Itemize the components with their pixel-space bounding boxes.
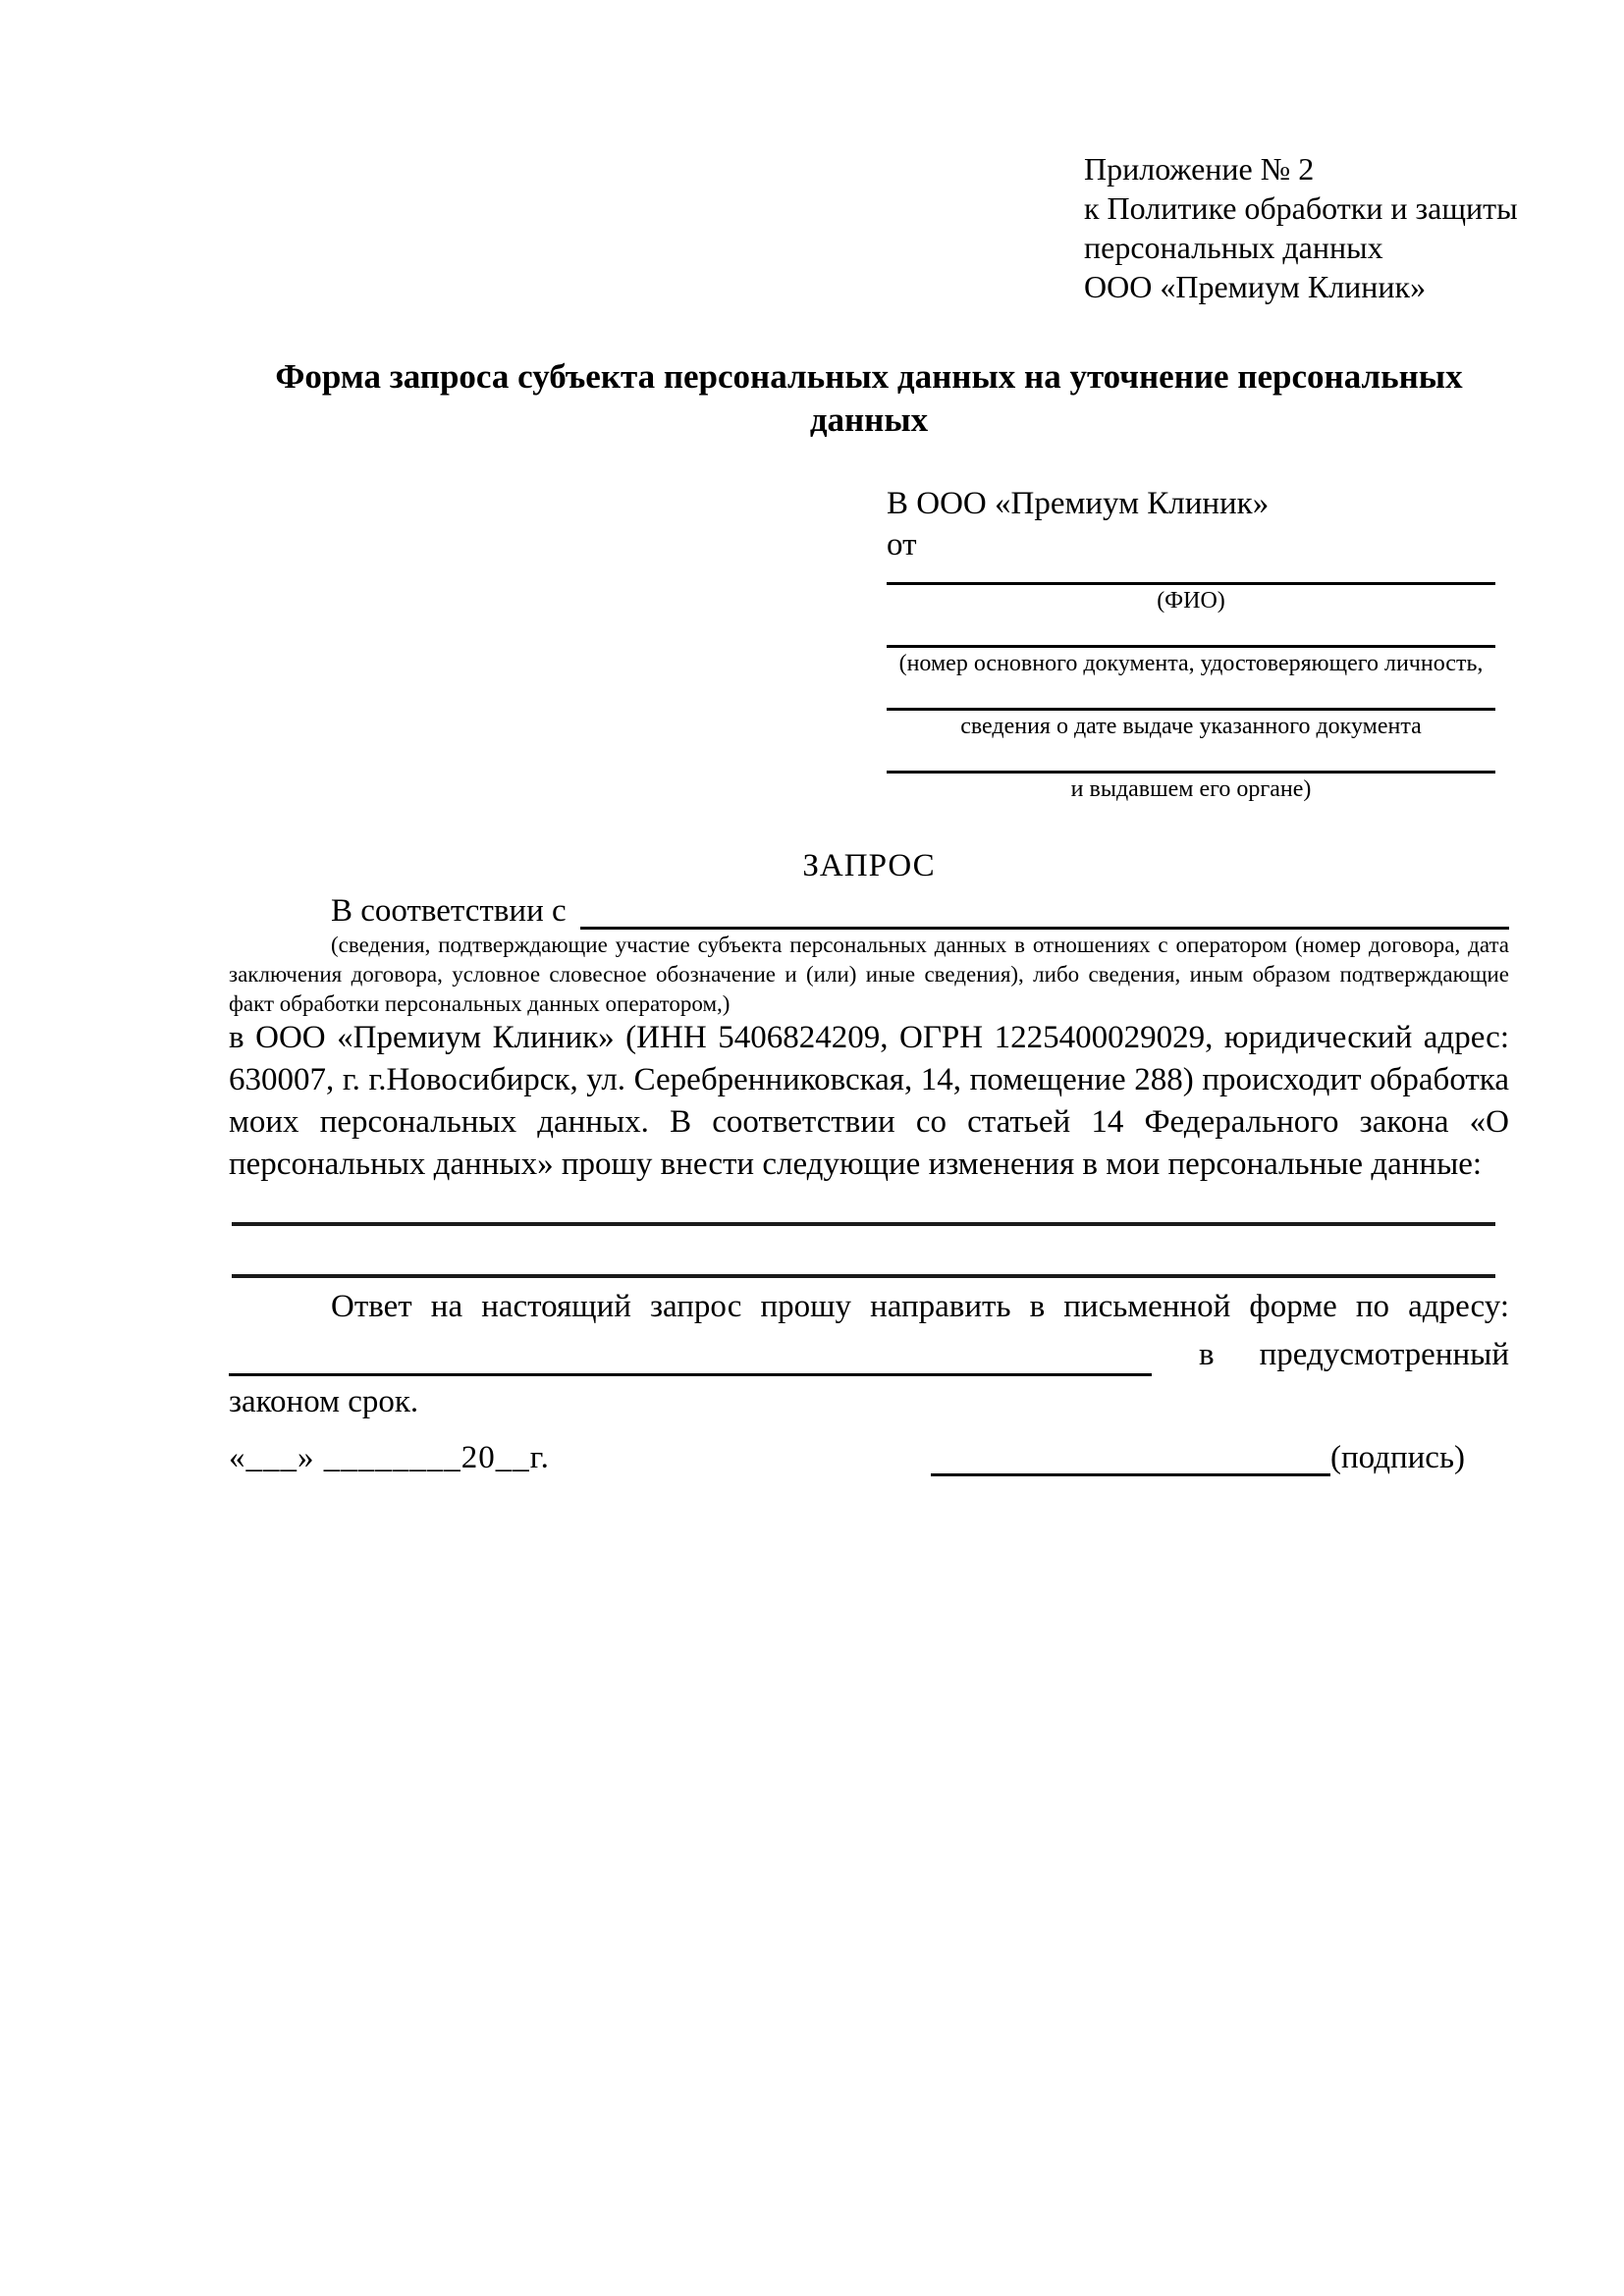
request-body-paragraph: в ООО «Премиум Клиник» (ИНН 5406824209, ОГРН 1225400029029, юридический адрес: 630007, г. г.Новосибирск, ул. Серебренниковская, 14, помещение 288) происходит обработка моих персональных данных. В соответствии со статьей 14 Федерального закона «О персональных данных» прошу внести следующие изменения в мои персональные данные: bbox=[229, 1020, 1509, 1182]
appendix-line: Приложение № 2 bbox=[1084, 151, 1315, 187]
reply-address-row bbox=[229, 1334, 1509, 1376]
request-intro-row bbox=[229, 889, 1509, 930]
reply-block bbox=[229, 1286, 1509, 1423]
appendix-line: ООО «Премиум Клиник» bbox=[1084, 269, 1427, 304]
appendix-line: к Политике обработки и защиты bbox=[1084, 190, 1518, 226]
request-intro-prefix: В соответствии с bbox=[331, 893, 567, 929]
footer-row bbox=[229, 1431, 1509, 1480]
fio-caption: (ФИО) bbox=[1157, 588, 1225, 614]
request-intro-blank-line bbox=[580, 889, 1509, 930]
reply-sentence: Ответ на настоящий запрос прошу направить в письменной форме по адресу: bbox=[331, 1289, 1509, 1324]
request-intro-note: (сведения, подтверждающие участие субъекта персональных данных в отношениях с оператором (номер договора, дата заключения договора, условное словесное обозначение и (или) иные сведения), либо сведения, иным образом подтверждающие факт обработки персональных данных оператором,) bbox=[229, 933, 1509, 1016]
signature-group bbox=[931, 1440, 1465, 1476]
issue-date-blank-line bbox=[887, 708, 1495, 711]
reply-tail-word: в bbox=[1199, 1337, 1215, 1372]
recipient-to: В ООО «Премиум Клиник» bbox=[887, 486, 1270, 521]
signature-caption: (подпись) bbox=[1330, 1440, 1465, 1475]
signature-blank-line bbox=[931, 1440, 1330, 1476]
document-number-caption: (номер основного документа, удостоверяющего личность, bbox=[898, 651, 1484, 676]
document-title: Форма запроса субъекта персональных данных на уточнение персональных данных bbox=[275, 357, 1463, 439]
appendix-note bbox=[1084, 149, 1536, 306]
appendix-line: персональных данных bbox=[1084, 230, 1383, 265]
issuing-authority-blank-line bbox=[887, 771, 1495, 774]
recipient-from-label: от bbox=[887, 527, 917, 562]
document-number-blank-line bbox=[887, 645, 1495, 648]
reply-tail-word: предусмотренный bbox=[1259, 1337, 1509, 1372]
fio-blank-line bbox=[887, 582, 1495, 585]
request-heading: ЗАПРОС bbox=[802, 848, 936, 883]
changes-blank-line-2 bbox=[232, 1274, 1495, 1278]
reply-tail-line: законом срок. bbox=[229, 1384, 419, 1419]
issue-date-caption: сведения о дате выдаче указанного документа bbox=[960, 714, 1422, 739]
issuing-authority-caption: и выдавшем его органе) bbox=[1070, 776, 1312, 802]
date-fill-in: «___» ________20__г. bbox=[229, 1440, 550, 1475]
changes-blank-line-1 bbox=[232, 1222, 1495, 1226]
reply-address-blank-line bbox=[229, 1338, 1152, 1376]
recipient-block bbox=[887, 483, 1495, 803]
